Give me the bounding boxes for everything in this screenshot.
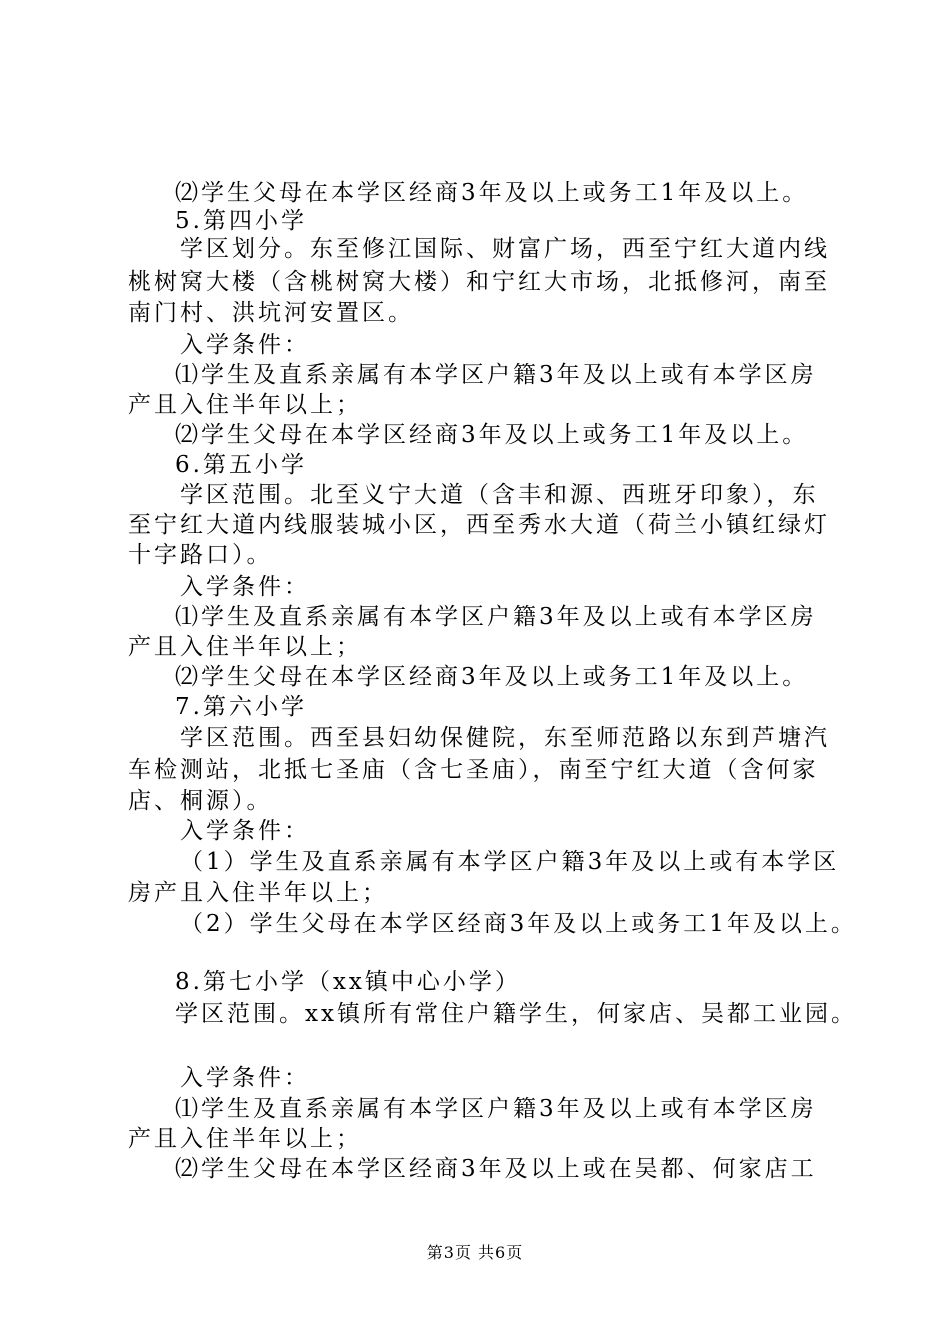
paragraph-line: ⑵学生父母在本学区经商3年及以上或务工1年及以上。 [175, 180, 809, 206]
paragraph-line: ⑴学生及直系亲属有本学区户籍3年及以上或有本学区房 [175, 604, 817, 630]
section-heading: 6.第五小学 [175, 452, 307, 478]
paragraph-line: 十字路口）。 [128, 542, 273, 568]
paragraph-line: 南门村、洪坑河安置区。 [128, 300, 414, 326]
paragraph-line: 入学条件： [180, 332, 310, 358]
paragraph-line: ⑵学生父母在本学区经商3年及以上或务工1年及以上。 [175, 664, 809, 690]
paragraph-line: 产且入住半年以上； [128, 1126, 362, 1152]
section-heading: 5.第四小学 [175, 208, 307, 234]
paragraph-line: （2）学生父母在本学区经商3年及以上或务工1年及以上。 [180, 911, 857, 937]
paragraph-line: 入学条件： [180, 818, 310, 844]
page-number-footer: 第3页 共6页 [426, 1243, 524, 1262]
paragraph-line: ⑵学生父母在本学区经商3年及以上或在吴都、何家店工 [175, 1156, 817, 1182]
paragraph-line: 学区划分。东至修江国际、财富广场，西至宁红大道内线 [180, 236, 830, 262]
paragraph-line: 入学条件： [180, 574, 310, 600]
paragraph-line: （1）学生及直系亲属有本学区户籍3年及以上或有本学区 [180, 849, 840, 875]
paragraph-line: 店、桐源）。 [128, 788, 273, 814]
paragraph-line: 车检测站，北抵七圣庙（含七圣庙），南至宁红大道（含何家 [128, 757, 819, 783]
paragraph-line: 房产且入住半年以上； [128, 880, 388, 906]
paragraph-line: 学区范围。xx镇所有常住户籍学生，何家店、吴都工业园。 [175, 1001, 857, 1027]
paragraph-line: 学区范围。西至县妇幼保健院，东至师范路以东到芦塘汽 [180, 725, 830, 751]
paragraph-line: ⑴学生及直系亲属有本学区户籍3年及以上或有本学区房 [175, 362, 817, 388]
paragraph-line: ⑴学生及直系亲属有本学区户籍3年及以上或有本学区房 [175, 1096, 817, 1122]
section-heading: 7.第六小学 [175, 694, 307, 720]
paragraph-line: ⑵学生父母在本学区经商3年及以上或务工1年及以上。 [175, 422, 809, 448]
paragraph-line: 桃树窝大楼（含桃树窝大楼）和宁红大市场，北抵修河，南至 [128, 269, 830, 295]
paragraph-line: 至宁红大道内线服装城小区，西至秀水大道（荷兰小镇红绿灯 [128, 512, 830, 538]
section-heading: 8.第七小学（xx镇中心小学） [175, 969, 521, 995]
paragraph-line: 产且入住半年以上； [128, 392, 362, 418]
paragraph-line: 学区范围。北至义宁大道（含丰和源、西班牙印象），东 [180, 482, 819, 508]
paragraph-line: 产且入住半年以上； [128, 634, 362, 660]
paragraph-line: 入学条件： [180, 1065, 310, 1091]
